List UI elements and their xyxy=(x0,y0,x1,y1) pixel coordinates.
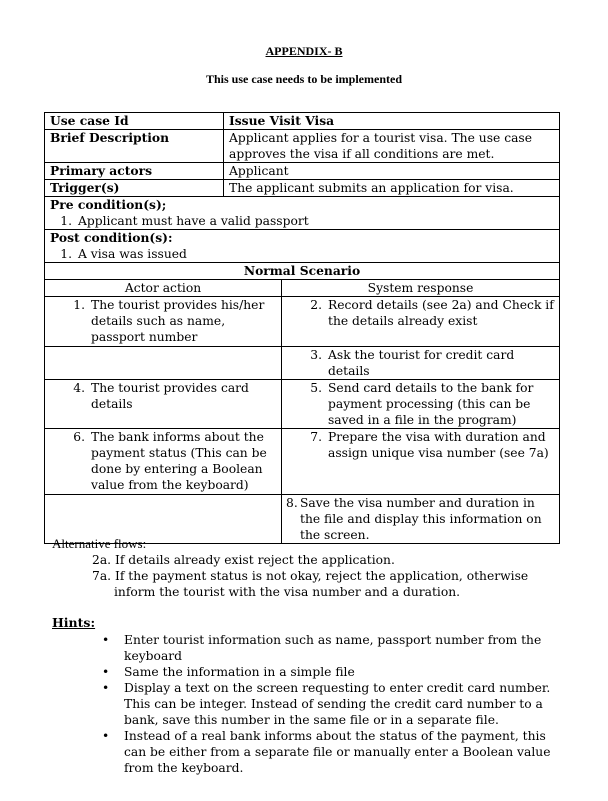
actor-step-num: 4. xyxy=(73,381,85,395)
scenario-row xyxy=(45,347,560,380)
brief-description-row xyxy=(45,130,560,163)
system-step xyxy=(300,297,554,329)
system-step-num: 3. xyxy=(310,348,322,362)
scenario-title-row xyxy=(45,263,560,280)
system-step xyxy=(300,347,554,379)
system-step-num: 5. xyxy=(310,381,322,395)
system-step-text: Prepare the visa with duration and assign unique visa number (see 7a) xyxy=(328,430,549,460)
hint-item: • Display a text on the screen requesting to enter credit card number. This can be integer. Instead of sending the credit card number to a bank, save this number in the same file or in a separate file. xyxy=(102,680,557,728)
system-step-text: Record details (see 2a) and Check if the details already exist xyxy=(328,298,554,328)
post-condition-label: Post condition(s): xyxy=(50,230,173,245)
actor-step-text: The tourist provides his/her details such as name, passport number xyxy=(91,298,265,344)
system-step-text: Send card details to the bank for payment processing (this can be saved in a file in the program) xyxy=(328,381,534,427)
trigger-label: Trigger(s) xyxy=(45,180,224,197)
scenario-title: Normal Scenario xyxy=(45,263,560,280)
primary-actors-row xyxy=(45,163,560,180)
post-condition-text: A visa was issued xyxy=(78,247,187,261)
hints-list xyxy=(102,632,557,776)
brief-description-label: Brief Description xyxy=(45,130,224,163)
pre-condition-row xyxy=(45,197,560,230)
system-step xyxy=(286,495,554,543)
alternative-flow-item: 7a. If the payment status is not okay, reject the application, otherwise inform the tourist with the visa number and a duration. xyxy=(92,569,529,599)
use-case-id-row xyxy=(45,113,560,130)
system-step xyxy=(300,429,554,461)
hint-item: • Instead of a real bank informs about the status of the payment, this can be either from a separate file or manually enter a Boolean value from the keyboard. xyxy=(102,728,557,776)
post-condition-row xyxy=(45,230,560,263)
pre-condition-num: 1. xyxy=(60,214,72,228)
system-response-header: System response xyxy=(282,280,560,297)
scenario-row xyxy=(45,429,560,495)
actor-step xyxy=(63,297,276,345)
actor-step-num: 1. xyxy=(73,298,85,312)
pre-condition-item xyxy=(50,213,554,229)
pre-condition-label: Pre condition(s); xyxy=(50,197,167,212)
appendix-title: APPENDIX- B xyxy=(265,44,343,58)
actor-action-header: Actor action xyxy=(45,280,282,297)
scenario-row xyxy=(45,297,560,347)
use-case-table xyxy=(44,112,560,544)
trigger-value: The applicant submits an application for visa. xyxy=(224,180,560,197)
hint-item: • Enter tourist information such as name, passport number from the keyboard xyxy=(102,632,557,664)
system-step-text: Save the visa number and duration in the file and display this information on the screen. xyxy=(300,496,542,542)
scenario-header-row xyxy=(45,280,560,297)
system-step-num: 7. xyxy=(310,430,322,444)
brief-description-value: Applicant applies for a tourist visa. The use case approves the visa if all conditions are met. xyxy=(224,130,560,163)
alternative-flows-list xyxy=(92,552,562,600)
alternative-flows-label: Alternative flows: xyxy=(52,536,147,551)
system-step xyxy=(300,380,554,428)
use-case-id-label: Use case Id xyxy=(45,113,224,130)
pre-condition-text: Applicant must have a valid passport xyxy=(78,214,309,228)
scenario-row xyxy=(45,380,560,429)
use-case-id-value: Issue Visit Visa xyxy=(224,113,560,130)
trigger-row xyxy=(45,180,560,197)
alternative-flow-item: 2a. If details already exist reject the application. xyxy=(92,553,395,567)
primary-actors-value: Applicant xyxy=(224,163,560,180)
actor-step xyxy=(63,380,276,412)
actor-step-text: The tourist provides card details xyxy=(91,381,249,411)
primary-actors-label: Primary actors xyxy=(45,163,224,180)
actor-step-num: 6. xyxy=(73,430,85,444)
system-step-text: Ask the tourist for credit card details xyxy=(328,348,515,378)
actor-step-text: The bank informs about the payment status (This can be done by entering a Boolean value from the keyboard) xyxy=(91,430,267,492)
system-step-num: 8. xyxy=(286,496,298,510)
post-condition-item xyxy=(50,246,554,262)
post-condition-num: 1. xyxy=(60,247,72,261)
system-step-num: 2. xyxy=(310,298,322,312)
actor-step xyxy=(63,429,276,493)
appendix-subtitle: This use case needs to be implemented xyxy=(206,72,402,86)
hint-item: • Same the information in a simple file xyxy=(102,664,557,680)
hints-label: Hints: xyxy=(52,615,96,630)
